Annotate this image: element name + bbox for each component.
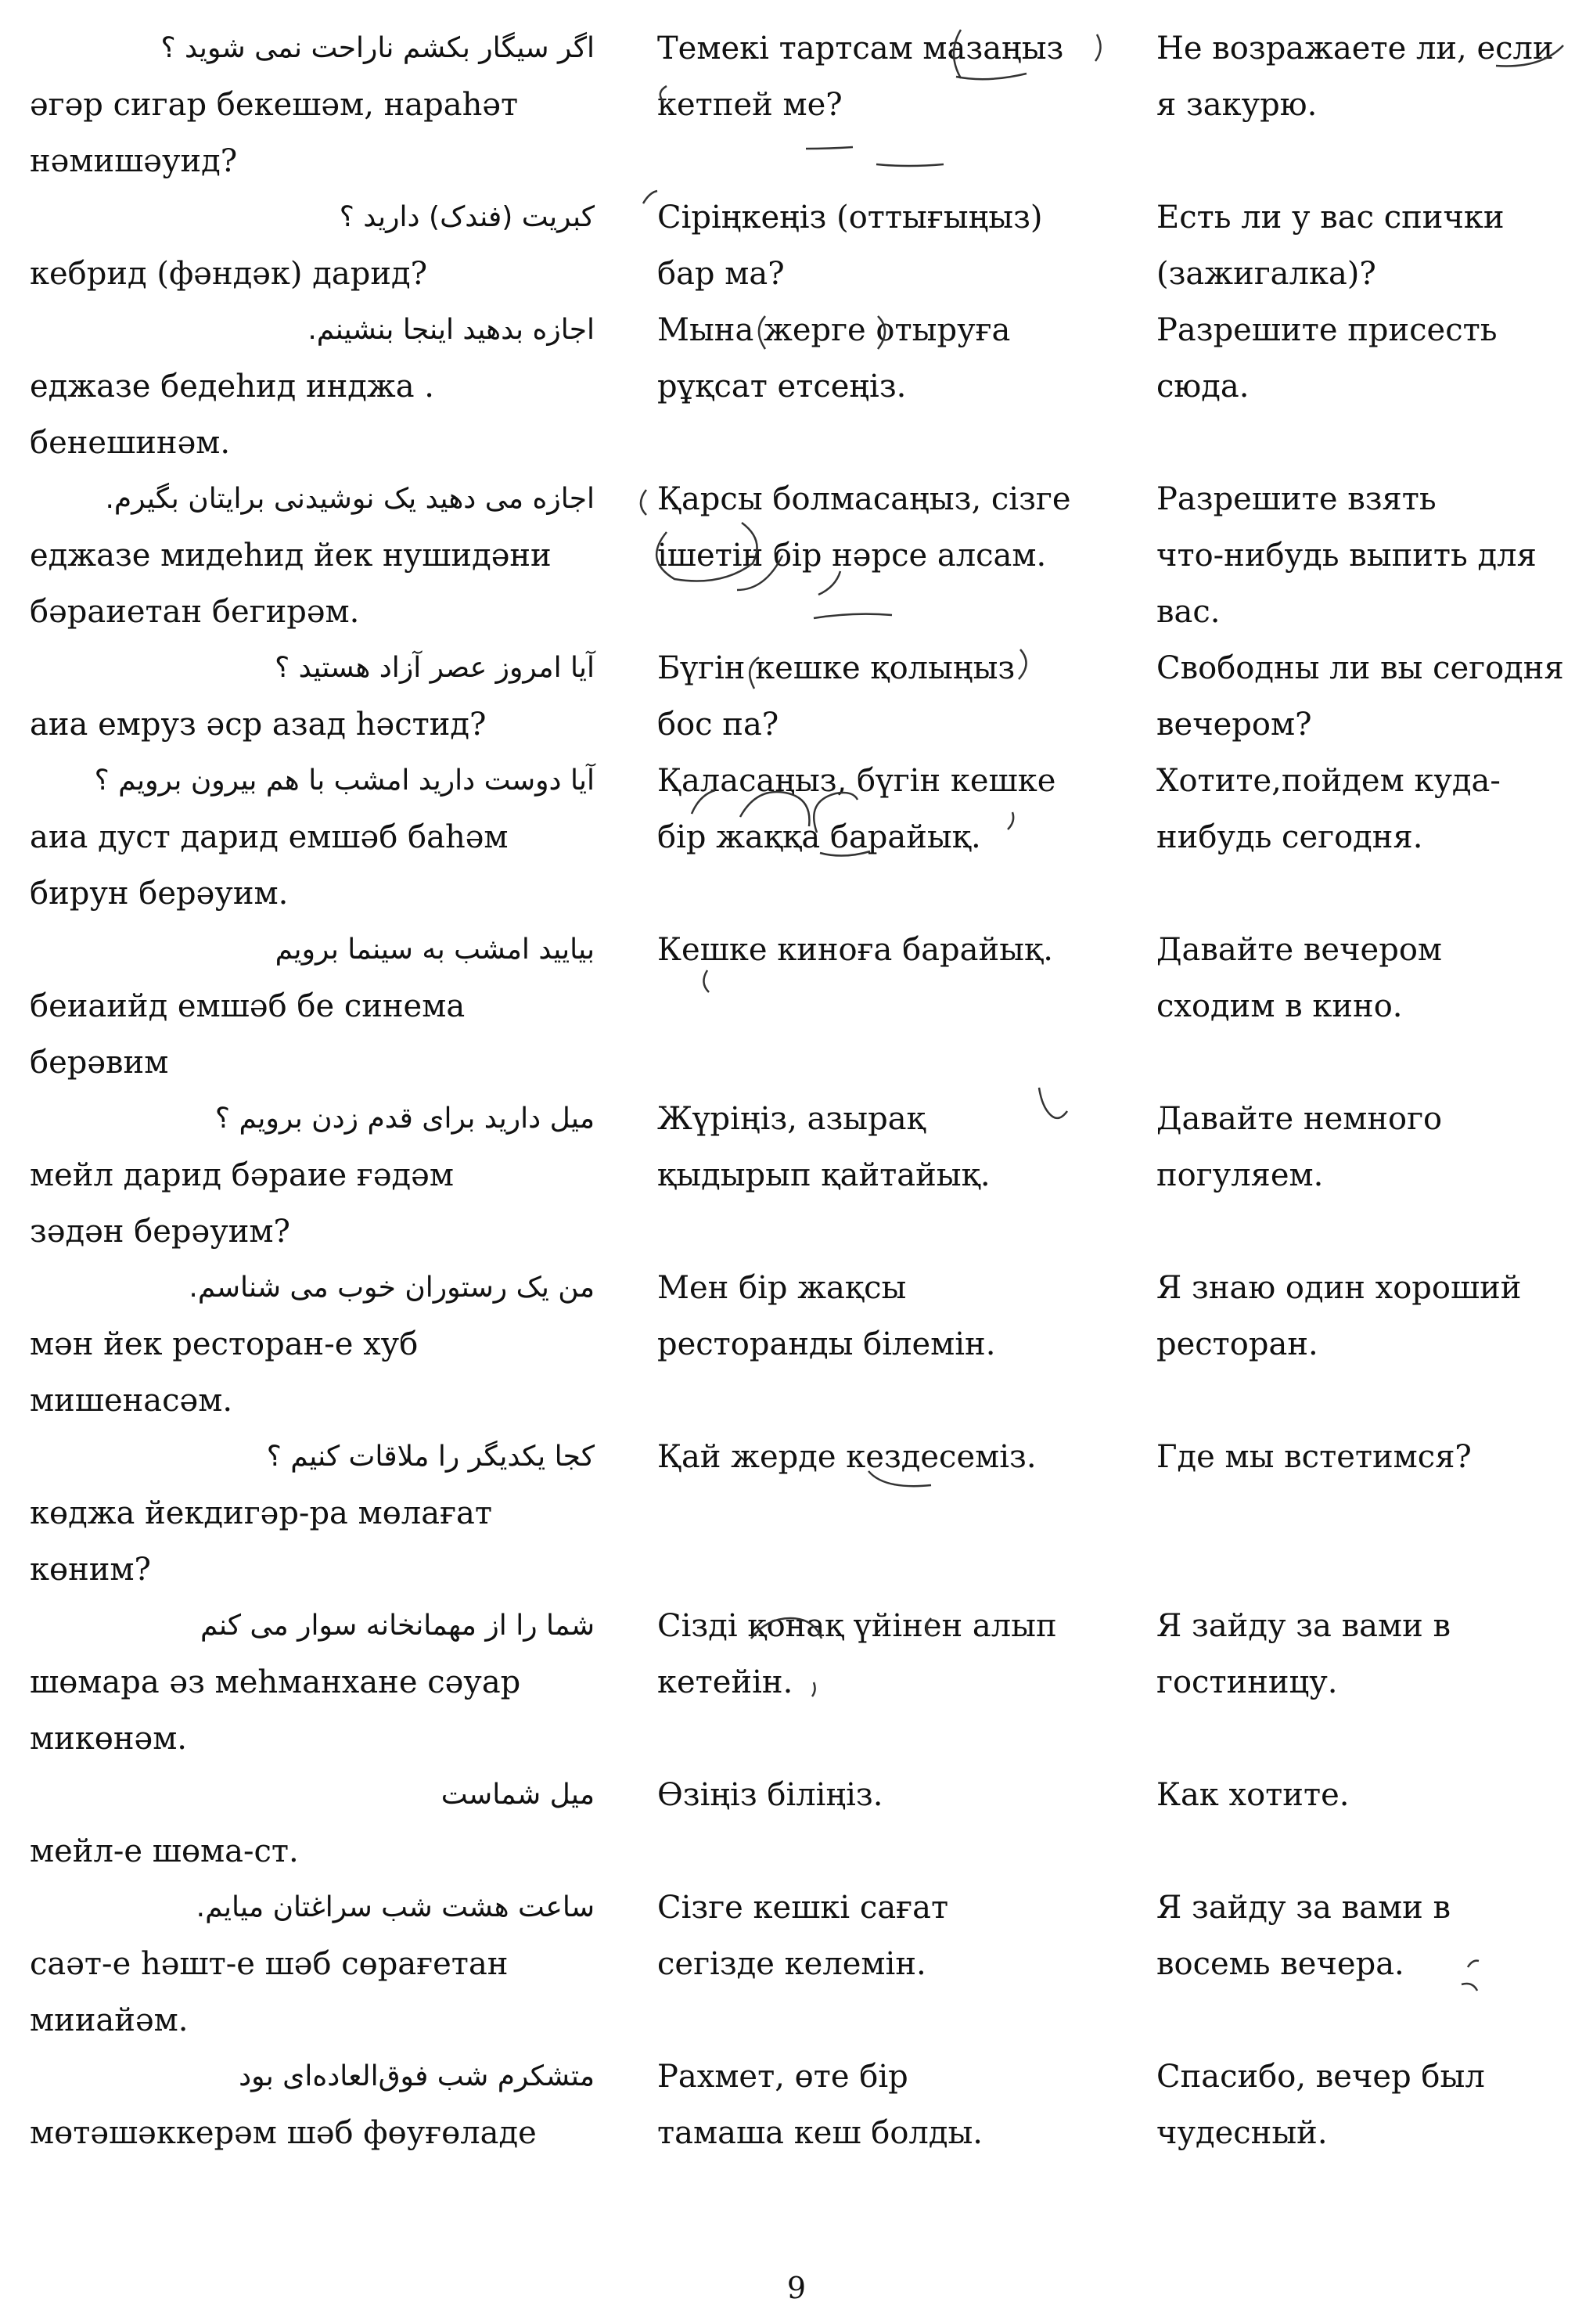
russian-line: нибудь сегодня. [1156,819,1423,855]
transliteration-line: беиаийд емшәб бе синема [30,988,466,1024]
russian-column [1156,1260,1579,1372]
kazakh-column [657,753,1095,865]
kazakh-column [657,1880,1095,1992]
page-number: 9 [786,2271,807,2305]
kazakh-column [657,1091,1095,1203]
russian-line: (зажигалка)? [1156,256,1376,292]
persian-phrase: آیا دوست دارید امشب با هم بیرون برویم ؟ [94,764,595,797]
russian-line: Я знаю один хороший [1156,1270,1522,1306]
russian-column [1156,189,1579,302]
persian-column [30,1880,595,2049]
kazakh-column [657,1260,1095,1372]
transliteration-line: әгәр сигар бекешәм, нараһәт [30,87,519,123]
kazakh-line: Жүріңіз, азырақ [657,1101,926,1137]
kazakh-column [657,640,1095,753]
transliteration-line: шөмара әз меһманхане сәуар [30,1664,521,1700]
persian-phrase: آیا امروز عصر آزاد هستید ؟ [275,652,595,684]
russian-column [1156,640,1579,753]
pen-annotation-mark [643,191,657,203]
kazakh-column [657,20,1095,133]
kazakh-line: бос па? [657,707,779,743]
persian-column [30,1767,595,1880]
russian-line: вечером? [1156,707,1312,743]
russian-line: Давайте немного [1156,1101,1443,1137]
russian-column [1156,302,1579,415]
pen-annotation-mark [814,614,892,618]
persian-phrase: اجازه می دهید یک نوشیدنی برایتان بگیرم. [105,483,595,515]
russian-column [1156,1880,1579,1992]
kazakh-line: Рахмет, өте бір [657,2059,908,2095]
pen-annotation-mark [806,147,853,149]
kazakh-line: Қай жерде кездесеміз. [657,1439,1037,1475]
transliteration-line: мишенасәм. [30,1383,233,1419]
persian-column [30,1091,595,1260]
kazakh-line: қыдырып қайтайық. [657,1157,991,1193]
russian-column [1156,20,1579,133]
kazakh-line: ресторанды білемін. [657,1326,996,1362]
transliteration-line: мейл-е шөма-ст. [30,1833,299,1869]
russian-line: Как хотите. [1156,1777,1350,1813]
russian-line: погуляем. [1156,1157,1324,1193]
kazakh-line: рұқсат етсеңіз. [657,369,907,405]
transliteration-line: берәвим [30,1045,169,1081]
kazakh-column [657,1429,1095,1485]
transliteration-line: көджа йекдигәр-ра мөлағат [30,1495,492,1531]
russian-line: Где мы встетимся? [1156,1439,1472,1475]
transliteration-line: аиа емруз әср азад һәстид? [30,707,487,743]
russian-line: Свободны ли вы сегодня [1156,650,1564,686]
russian-line: сюда. [1156,369,1250,405]
transliteration-line: еджазе мидеһид йек нушидәни [30,538,552,574]
persian-phrase: اگر سیگار بکشم ناراحت نمی شوید ؟ [160,32,595,64]
kazakh-column [657,471,1095,584]
kazakh-column [657,1598,1095,1711]
persian-column [30,2049,595,2161]
transliteration-line: бәраиетан бегирәм. [30,594,360,630]
persian-column [30,20,595,189]
persian-phrase: کجا یکدیگر را ملاقات کنیم ؟ [266,1441,595,1473]
transliteration-line: саәт-е һәшт-е шәб сөрағетан [30,1946,509,1982]
russian-column [1156,1429,1579,1485]
persian-column [30,1429,595,1598]
kazakh-line: Кешке киноға барайық. [657,932,1053,968]
kazakh-line: Мен бір жақсы [657,1270,907,1306]
kazakh-line: Сіріңкеңіз (оттығыңыз) [657,200,1043,236]
russian-line: Разрешите присесть [1156,312,1498,348]
transliteration-line: мән йек ресторан-е хуб [30,1326,419,1362]
persian-phrase: ساعت هشت شب سراغتان میایم. [196,1891,595,1923]
persian-phrase: اجازه بدهید اینجا بنشینم. [307,314,595,346]
russian-line: Я зайду за вами в [1156,1608,1451,1644]
persian-phrase: متشکرم شب فوق‌العاده‌ای بود [239,2060,595,2092]
transliteration-line: еджазе бедеһид инджа . [30,369,434,405]
russian-column [1156,471,1579,640]
kazakh-line: Мына жерге отыруға [657,312,1011,348]
transliteration-line: бенешинәм. [30,425,231,461]
persian-column [30,189,595,302]
persian-phrase: میل دارید برای قدم زدن برویم ؟ [214,1103,595,1135]
kazakh-line: Сізді қонақ үйінен алып [657,1608,1057,1644]
kazakh-line: бар ма? [657,256,785,292]
russian-line: что-нибудь выпить для [1156,538,1537,574]
persian-phrase: کبریت (فندک) دارید ؟ [339,201,595,233]
kazakh-line: Темекі тартсам мазаңыз [657,31,1064,67]
transliteration-line: зәдән берәуим? [30,1214,290,1250]
russian-line: вас. [1156,594,1221,630]
transliteration-line: мииайәм. [30,2002,189,2038]
kazakh-line: кетейін. [657,1664,793,1700]
kazakh-line: Өзіңіз біліңіз. [657,1777,883,1813]
kazakh-column [657,189,1095,302]
russian-line: я закурю. [1156,87,1318,123]
kazakh-column [657,1767,1095,1823]
pen-annotation-mark [641,490,646,515]
russian-line: Я зайду за вами в [1156,1890,1451,1926]
kazakh-column [657,922,1095,978]
russian-line: Хотите,пойдем куда- [1156,763,1501,799]
russian-line: Давайте вечером [1156,932,1443,968]
russian-line: Не возражаете ли, если [1156,31,1554,67]
russian-line: сходим в кино. [1156,988,1403,1024]
transliteration-line: мөтәшәккерәм шәб фөуғөладе [30,2115,537,2151]
persian-column [30,302,595,471]
transliteration-line: микөнәм. [30,1721,188,1757]
transliteration-line: кебрид (фәндәк) дарид? [30,256,428,292]
persian-column [30,640,595,753]
kazakh-line: Бүгін кешке қолыңыз [657,650,1016,686]
kazakh-column [657,302,1095,415]
kazakh-line: Қарсы болмасаңыз, сізге [657,481,1071,517]
russian-line: гостиницу. [1156,1664,1338,1700]
transliteration-line: көним? [30,1552,151,1588]
russian-line: Есть ли у вас спички [1156,200,1505,236]
kazakh-line: кетпей ме? [657,87,843,123]
persian-phrase: میل شماست [441,1779,595,1811]
russian-line: ресторан. [1156,1326,1318,1362]
transliteration-line: бирун берәуим. [30,876,289,912]
russian-line: чудесный. [1156,2115,1328,2151]
kazakh-line: сегізде келемін. [657,1946,926,1982]
persian-column [30,471,595,640]
persian-phrase: من یک رستوران خوب می شناسم. [189,1272,595,1304]
pen-annotation-mark [876,164,944,166]
persian-column [30,753,595,922]
russian-column [1156,1091,1579,1203]
persian-column [30,1598,595,1767]
russian-line: Разрешите взять [1156,481,1437,517]
russian-column [1156,1598,1579,1711]
persian-column [30,922,595,1091]
russian-line: Спасибо, вечер был [1156,2059,1485,2095]
russian-column [1156,2049,1579,2161]
russian-column [1156,1767,1579,1823]
russian-column [1156,922,1579,1034]
kazakh-line: Қаласаңыз, бүгін кешке [657,763,1056,799]
kazakh-line: тамаша кеш болды. [657,2115,983,2151]
russian-column [1156,753,1579,865]
persian-phrase: شما را از مهمانخانه سوار می کنم [200,1610,595,1642]
kazakh-line: Сізге кешкі сағат [657,1890,949,1926]
russian-line: восемь вечера. [1156,1946,1404,1982]
persian-column [30,1260,595,1429]
persian-phrase: بیایید امشب به سینما برویم [275,934,595,966]
pen-annotation-mark [1095,34,1101,61]
kazakh-line: бір жаққа барайық. [657,819,981,855]
transliteration-line: мейл дарид бәраие ғәдәм [30,1157,454,1193]
kazakh-column [657,2049,1095,2161]
kazakh-line: ішетін бір нәрсе алсам. [657,538,1047,574]
transliteration-line: нәмишәуид? [30,143,238,179]
transliteration-line: аиа дуст дарид емшәб баһәм [30,819,509,855]
